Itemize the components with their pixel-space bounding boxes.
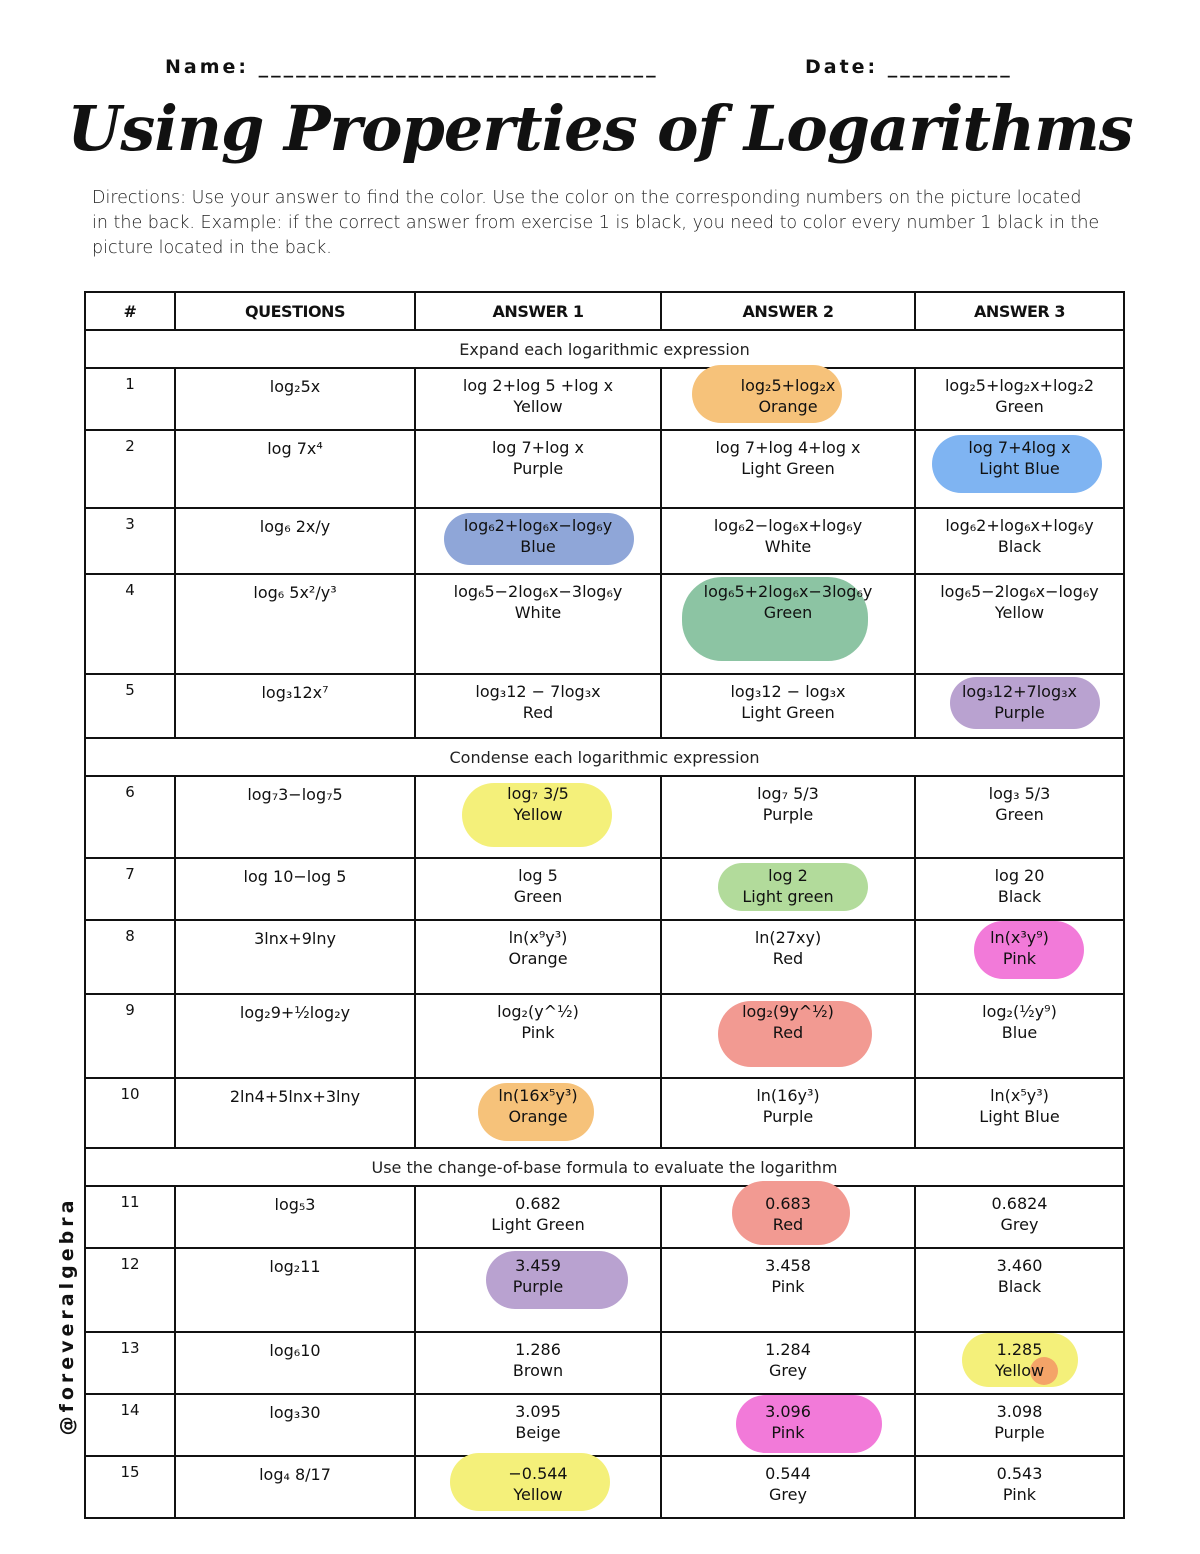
- answer-color: Blue: [1001, 1023, 1038, 1042]
- answer-color: Light Green: [741, 459, 835, 478]
- answer-expression: log₆2+log₆x−log₆y: [463, 516, 613, 535]
- section-row: [85, 1148, 1124, 1186]
- answer-cell[interactable]: [415, 1332, 661, 1394]
- answer-cell[interactable]: [415, 574, 661, 674]
- question-number: 12: [85, 1248, 175, 1332]
- answer-color: Orange: [508, 1107, 568, 1126]
- answer-color: Pink: [1002, 949, 1037, 968]
- table-row: [85, 776, 1124, 858]
- answer-expression: 3.458: [765, 1256, 811, 1275]
- question-number: 2: [85, 430, 175, 508]
- answer-expression: 1.284: [765, 1340, 811, 1359]
- answer-expression: log₆5−2log₆x−log₆y: [940, 582, 1099, 601]
- question-expression: 2ln4+5lnx+3lny: [175, 1078, 415, 1148]
- answer-cell[interactable]: [415, 920, 661, 994]
- answer-cell[interactable]: [915, 920, 1124, 994]
- header-number: #: [85, 292, 175, 330]
- answer-cell[interactable]: [915, 508, 1124, 574]
- answer-color: White: [514, 603, 562, 622]
- answer-cell[interactable]: [415, 430, 661, 508]
- answer-cell[interactable]: [915, 574, 1124, 674]
- answer-expression: 0.683: [765, 1194, 811, 1213]
- question-expression: log 7x⁴: [175, 430, 415, 508]
- answer-color: Green: [513, 887, 563, 906]
- answer-expression: log 5: [518, 866, 558, 885]
- answer-cell[interactable]: [661, 858, 915, 920]
- answer-cell[interactable]: [415, 1186, 661, 1248]
- answer-cell[interactable]: [661, 574, 915, 674]
- answer-expression: log 7+log x: [491, 438, 584, 457]
- answer-color: Purple: [512, 1277, 564, 1296]
- answer-expression: ln(x⁵y³): [990, 1086, 1049, 1105]
- answer-expression: log₃12 − 7log₃x: [475, 682, 601, 701]
- answer-color: Pink: [1002, 1485, 1037, 1504]
- answer-cell[interactable]: [415, 1078, 661, 1148]
- question-number: 7: [85, 858, 175, 920]
- answer-expression: 3.459: [515, 1256, 561, 1275]
- answer-color: Purple: [512, 459, 564, 478]
- answer-expression: log₂(½y⁹): [982, 1002, 1057, 1021]
- answer-expression: log₆2−log₆x+log₆y: [713, 516, 863, 535]
- answer-cell[interactable]: [415, 508, 661, 574]
- question-number: 1: [85, 368, 175, 430]
- answer-expression: 3.096: [765, 1402, 811, 1421]
- section-title: Expand each logarithmic expression: [85, 330, 1124, 368]
- header-questions: QUESTIONS: [175, 292, 415, 330]
- answer-cell[interactable]: [661, 776, 915, 858]
- answer-expression: 0.6824: [991, 1194, 1048, 1213]
- question-expression: log₇3−log₇5: [175, 776, 415, 858]
- answer-color: Purple: [762, 805, 814, 824]
- answer-color: Purple: [762, 1107, 814, 1126]
- answer-cell[interactable]: [915, 430, 1124, 508]
- answer-cell[interactable]: [661, 368, 915, 430]
- answer-color: Orange: [508, 949, 568, 968]
- question-number: 10: [85, 1078, 175, 1148]
- answer-cell[interactable]: [415, 1394, 661, 1456]
- answer-color: Pink: [521, 1023, 555, 1042]
- answer-color: Beige: [515, 1423, 561, 1442]
- section-row: [85, 330, 1124, 368]
- watermark: [52, 1196, 82, 1436]
- answer-color: Yellow: [994, 1361, 1045, 1380]
- header-answer-1: ANSWER 1: [415, 292, 661, 330]
- answer-expression: 1.285: [996, 1340, 1043, 1359]
- answer-color: Light green: [742, 887, 834, 906]
- answer-expression: 0.543: [996, 1464, 1043, 1483]
- answer-color: Black: [997, 887, 1042, 906]
- answer-expression: log₇ 5/3: [757, 784, 819, 803]
- question-number: 8: [85, 920, 175, 994]
- answer-expression: log 2+log 5 +log x: [462, 376, 614, 395]
- question-expression: log₂9+½log₂y: [175, 994, 415, 1078]
- answer-color: Pink: [771, 1423, 805, 1442]
- answer-expression: log 2: [768, 866, 808, 885]
- answer-color: Grey: [769, 1361, 807, 1380]
- table-row: [85, 368, 1124, 430]
- answer-expression: ln(x⁹y³): [508, 928, 568, 947]
- table-row: [85, 994, 1124, 1078]
- answer-color: Green: [995, 805, 1044, 824]
- date-group: [805, 56, 1013, 78]
- answer-color: Light Blue: [979, 1107, 1060, 1126]
- answer-cell[interactable]: [915, 674, 1124, 738]
- section-row: [85, 738, 1124, 776]
- answer-color: Grey: [1000, 1215, 1039, 1234]
- answer-cell[interactable]: [661, 994, 915, 1078]
- table-row: [85, 574, 1124, 674]
- answer-color: Green: [995, 397, 1044, 416]
- answer-color: Purple: [994, 703, 1045, 722]
- answer-color: Orange: [758, 397, 818, 416]
- answer-expression: log₆5+2log₆x−3log₆y: [703, 582, 873, 601]
- answer-color: Light Green: [741, 703, 835, 722]
- table-header-row: [85, 292, 1124, 330]
- table-body: [85, 330, 1124, 1518]
- answer-cell[interactable]: [661, 920, 915, 994]
- table-row: [85, 1332, 1124, 1394]
- answer-color: Yellow: [994, 603, 1045, 622]
- answer-cell[interactable]: [661, 430, 915, 508]
- question-expression: log₆ 5x²/y³: [175, 574, 415, 674]
- answer-color: Yellow: [513, 805, 563, 824]
- table-row: [85, 1394, 1124, 1456]
- table-row: [85, 430, 1124, 508]
- answer-color: Yellow: [513, 1485, 563, 1504]
- name-label: Name:: [165, 56, 250, 78]
- answer-cell[interactable]: [915, 368, 1124, 430]
- answer-cell[interactable]: [661, 1078, 915, 1148]
- question-number: 6: [85, 776, 175, 858]
- answer-cell[interactable]: [661, 1332, 915, 1394]
- answer-cell[interactable]: [915, 1248, 1124, 1332]
- answer-cell[interactable]: [915, 858, 1124, 920]
- answer-color: Black: [997, 1277, 1042, 1296]
- header-answer-2: ANSWER 2: [661, 292, 915, 330]
- answer-color: Red: [522, 703, 554, 722]
- question-expression: log₆ 2x/y: [175, 508, 415, 574]
- answer-expression: 0.682: [515, 1194, 561, 1213]
- answer-expression: log₃ 5/3: [988, 784, 1051, 803]
- watermark-text: @foreveralgebra: [56, 1196, 78, 1436]
- answer-expression: 0.544: [765, 1464, 811, 1483]
- question-number: 15: [85, 1456, 175, 1518]
- question-expression: log 10−log 5: [175, 858, 415, 920]
- answer-expression: log₃12+7log₃x: [961, 682, 1078, 701]
- answer-expression: log 20: [994, 866, 1045, 885]
- answer-expression: log₆2+log₆x+log₆y: [945, 516, 1094, 535]
- answer-color: Black: [997, 537, 1042, 556]
- table-row: [85, 1078, 1124, 1148]
- answer-cell[interactable]: [661, 1248, 915, 1332]
- answer-cell[interactable]: [415, 1456, 661, 1518]
- answer-cell[interactable]: [915, 1394, 1124, 1456]
- answer-color: Red: [772, 1215, 804, 1234]
- answer-expression: log₂(y^½): [497, 1002, 579, 1021]
- worksheet-table: [84, 291, 1125, 1519]
- answer-expression: ln(16y³): [756, 1086, 820, 1105]
- answer-color: Grey: [769, 1485, 807, 1504]
- question-number: 3: [85, 508, 175, 574]
- answer-cell[interactable]: [415, 674, 661, 738]
- answer-cell[interactable]: [661, 1394, 915, 1456]
- answer-color: Yellow: [513, 397, 563, 416]
- answer-color: Brown: [512, 1361, 564, 1380]
- answer-expression: log₂5+log₂x+log₂2: [944, 376, 1095, 395]
- question-expression: log₄ 8/17: [175, 1456, 415, 1518]
- answer-expression: log 7+4log x: [968, 438, 1071, 457]
- answer-expression: 1.286: [515, 1340, 561, 1359]
- answer-color: Pink: [771, 1277, 805, 1296]
- question-expression: log₂5x: [175, 368, 415, 430]
- answer-expression: log₃12 − log₃x: [730, 682, 846, 701]
- answer-cell[interactable]: [915, 1332, 1124, 1394]
- answer-cell[interactable]: [661, 1186, 915, 1248]
- section-title: Use the change-of-base formula to evaluate the logarithm: [85, 1148, 1124, 1186]
- answer-expression: log₇ 3/5: [507, 784, 569, 803]
- question-expression: log₅3: [175, 1186, 415, 1248]
- header: [165, 56, 1065, 78]
- answer-cell[interactable]: [915, 994, 1124, 1078]
- answer-expression: 3.460: [996, 1256, 1043, 1275]
- answer-color: Light Blue: [979, 459, 1060, 478]
- answer-color: Light Green: [491, 1215, 585, 1234]
- answer-expression: ln(x³y⁹): [990, 928, 1049, 947]
- answer-cell[interactable]: [661, 508, 915, 574]
- answer-expression: ln(16x⁵y³): [498, 1086, 578, 1105]
- section-title: Condense each logarithmic expression: [85, 738, 1124, 776]
- question-number: 4: [85, 574, 175, 674]
- question-number: 9: [85, 994, 175, 1078]
- answer-expression: log₂(9y^½): [742, 1002, 834, 1021]
- question-number: 13: [85, 1332, 175, 1394]
- answer-color: Red: [772, 949, 804, 968]
- question-number: 5: [85, 674, 175, 738]
- table-row: [85, 1456, 1124, 1518]
- question-expression: log₃12x⁷: [175, 674, 415, 738]
- table-row: [85, 920, 1124, 994]
- answer-expression: log₆5−2log₆x−3log₆y: [453, 582, 623, 601]
- answer-cell[interactable]: [415, 1248, 661, 1332]
- date-label: Date:: [805, 56, 879, 78]
- question-expression: log₃30: [175, 1394, 415, 1456]
- answer-cell[interactable]: [915, 1078, 1124, 1148]
- answer-color: Blue: [520, 537, 556, 556]
- answer-expression: −0.544: [508, 1464, 568, 1483]
- answer-color: Red: [772, 1023, 804, 1042]
- answer-cell[interactable]: [661, 1456, 915, 1518]
- answer-expression: log₂5+log₂x: [740, 376, 836, 395]
- answer-color: White: [764, 537, 812, 556]
- name-blank[interactable]: ________________________________: [249, 56, 659, 78]
- table-row: [85, 858, 1124, 920]
- answer-expression: 3.098: [996, 1402, 1043, 1421]
- answer-color: Purple: [994, 1423, 1045, 1442]
- answer-cell[interactable]: [915, 1456, 1124, 1518]
- answer-cell[interactable]: [415, 858, 661, 920]
- date-blank[interactable]: __________: [878, 56, 1013, 78]
- table-row: [85, 674, 1124, 738]
- answer-expression: 3.095: [515, 1402, 561, 1421]
- answer-cell[interactable]: [415, 994, 661, 1078]
- directions-text: Directions: Use your answer to find the color. Use the color on the corresponding numbers on the picture located in the back. Example: if the correct answer from exercise 1 is black, you need to color every number 1 black in the picture located in the back.: [92, 188, 1100, 258]
- answer-color: Green: [763, 603, 813, 622]
- answer-expression: ln(27xy): [754, 928, 822, 947]
- answer-expression: log 7+log 4+log x: [715, 438, 861, 457]
- answer-cell[interactable]: [415, 368, 661, 430]
- question-expression: 3lnx+9lny: [175, 920, 415, 994]
- question-number: 14: [85, 1394, 175, 1456]
- header-answer-3: ANSWER 3: [915, 292, 1124, 330]
- table-row: [85, 1186, 1124, 1248]
- page-title: Using Properties of Logarithms: [67, 92, 1133, 165]
- answer-cell[interactable]: [661, 674, 915, 738]
- answer-cell[interactable]: [915, 776, 1124, 858]
- table-row: [85, 1248, 1124, 1332]
- table-row: [85, 508, 1124, 574]
- answer-cell[interactable]: [415, 776, 661, 858]
- answer-cell[interactable]: [915, 1186, 1124, 1248]
- question-expression: log₆10: [175, 1332, 415, 1394]
- question-number: 11: [85, 1186, 175, 1248]
- question-expression: log₂11: [175, 1248, 415, 1332]
